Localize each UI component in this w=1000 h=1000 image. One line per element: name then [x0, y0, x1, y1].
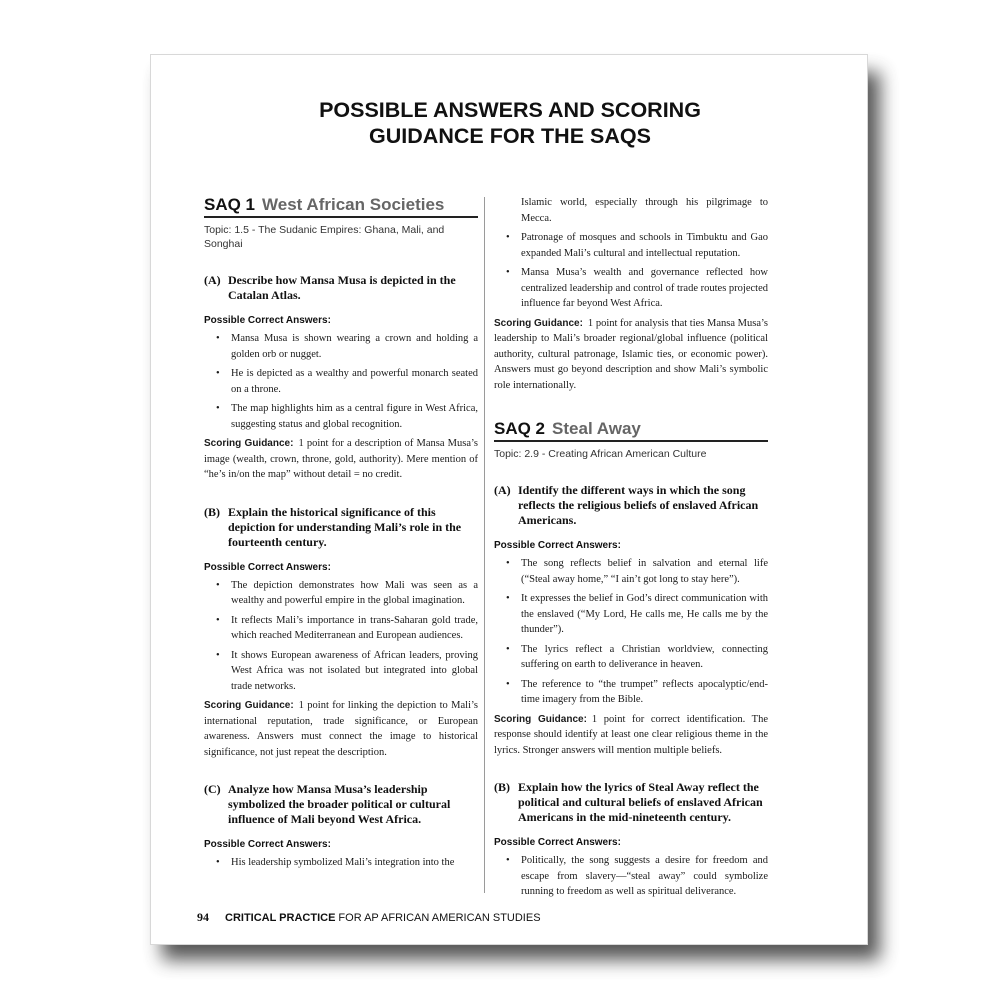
bullet: • [216, 649, 220, 661]
saq1-name: West African Societies [262, 195, 445, 214]
saq2-topic: Topic: 2.9 - Creating African American Culture [494, 448, 707, 460]
answer-text: It shows European awareness of African leaders, proving West Africa was not isolated but integrated into global trade networks. [231, 649, 478, 692]
answer-text: The depiction demonstrates how Mali was seen as a wealthy and powerful empire in the global imagination. [231, 579, 478, 606]
scoring-guidance-text: 1 point for correct identification. The response should identify at least one clear religious theme in the lyrics. Stronger answers will mention multiple beliefs. [494, 713, 768, 756]
answer-list [494, 853, 768, 900]
question-label: (A) [204, 273, 221, 287]
question-label: (A) [494, 483, 511, 497]
answer-text: He is depicted as a wealthy and powerful monarch seated on a throne. [231, 368, 478, 395]
question-label: (C) [204, 782, 221, 796]
possible-answers-heading: Possible Correct Answers: [494, 837, 621, 848]
scoring-guidance-text: 1 point for linking the depiction to Mali’s international reputation, trade significance, or European awareness. Answers must connect the image to historical significance, not just repeat the description. [204, 700, 478, 758]
answer-text: Politically, the song suggests a desire for freedom and escape from slavery—“steal away” could symbolize running to freedom as well as spiritual deliverance. [521, 855, 768, 897]
scoring-guidance [494, 712, 768, 759]
answer-list [494, 556, 768, 708]
answer-text: The reference to “the trumpet” reflects apocalyptic/end-time imagery from the Bible. [521, 678, 768, 705]
page-footer [197, 910, 541, 925]
list-item [506, 265, 768, 312]
list-item [216, 366, 478, 397]
possible-answers-heading: Possible Correct Answers: [494, 540, 621, 551]
list-item [506, 556, 768, 587]
list-item [216, 578, 478, 609]
bullet: • [216, 403, 220, 414]
list-item [216, 855, 478, 871]
answer-text: Patronage of mosques and schools in Timbuktu and Gao expanded Mali’s cultural and intellectual reputation. [521, 232, 768, 259]
saq2-question-a [494, 483, 768, 528]
scoring-guidance [204, 698, 478, 760]
list-item-continued [506, 195, 768, 226]
question-text: Analyze how Mansa Musa’s leadership symbolized the broader political or cultural influence of Mali beyond West Africa. [228, 782, 451, 826]
bullet: • [506, 267, 510, 278]
question-text: Explain the historical significance of this depiction for understanding Mali’s role in the fourteenth century. [228, 504, 462, 549]
page-title-line-2: GUIDANCE FOR THE SAQS [369, 124, 651, 148]
answer-list [204, 331, 478, 432]
scoring-guidance-text: 1 point for analysis that ties Mansa Musa’s leadership to Mali’s broader regional/global influence (political authority, cultural patronage, Islamic ties, or economic power). Answers must go beyond description and show Mali’s symbolic role internationally. [494, 317, 768, 391]
answer-text: His leadership symbolized Mali’s integration into the [231, 857, 455, 868]
question-text: Explain how the lyrics of Steal Away reflect the political and cultural beliefs of enslaved African Americans in the mid-nineteenth century. [518, 780, 763, 824]
bullet: • [506, 558, 510, 569]
list-item [506, 591, 768, 638]
answer-text: The lyrics reflect a Christian worldview, connecting suffering on earth to deliverance in heaven. [521, 643, 768, 670]
answer-text: It reflects Mali’s importance in trans-Saharan gold trade, which reached Mediterranean and European audiences. [231, 614, 478, 641]
page-title [151, 97, 869, 149]
bullet: • [506, 232, 510, 243]
bullet: • [506, 855, 510, 866]
answer-text: Mansa Musa’s wealth and governance reflected how centralized leadership and control of trade routes projected influence far beyond West Africa. [521, 267, 768, 309]
list-item [506, 230, 768, 261]
saq2-question-b [494, 780, 768, 825]
scoring-guidance-text: 1 point for a description of Mansa Musa’s image (wealth, crown, throne, gold, authority). Mere mention of “he’s in/on the map” without detail = no credit. [204, 438, 478, 480]
list-item [506, 677, 768, 708]
answer-text: The map highlights him as a central figure in West Africa, suggesting status and global recognition. [231, 403, 478, 430]
scoring-guidance-label: Scoring Guidance: [204, 700, 294, 711]
possible-answers-heading: Possible Correct Answers: [204, 839, 331, 850]
list-item [216, 401, 478, 432]
question-text: Describe how Mansa Musa is depicted in the Catalan Atlas. [228, 273, 456, 302]
bullet: • [216, 368, 220, 379]
saq1-question-b [204, 505, 478, 550]
scoring-guidance [204, 436, 478, 483]
question-label: (B) [494, 780, 510, 794]
bullet: • [506, 643, 510, 655]
list-item [216, 648, 478, 695]
bullet: • [506, 593, 510, 604]
list-item [506, 853, 768, 900]
list-item [216, 331, 478, 362]
question-text: Identify the different ways in which the song reflects the religious beliefs of enslaved African Americans. [518, 483, 759, 527]
possible-answers-heading: Possible Correct Answers: [204, 315, 331, 326]
column-divider [484, 197, 485, 893]
page-title-line-1: POSSIBLE ANSWERS AND SCORING [319, 98, 701, 122]
page-number: 94 [197, 910, 209, 924]
question-label: (B) [204, 504, 220, 519]
document-page [150, 54, 868, 945]
answer-list-continued [494, 195, 768, 312]
bullet: • [216, 614, 220, 626]
bullet: • [506, 678, 510, 690]
saq1-question-a [204, 273, 478, 303]
scoring-guidance-label: Scoring Guidance: [494, 317, 583, 329]
answer-text: Mansa Musa is shown wearing a crown and holding a golden orb or nugget. [231, 333, 478, 360]
saq1-heading [204, 195, 478, 218]
saq1-topic: Topic: 1.5 - The Sudanic Empires: Ghana, Mali, and Songhai [204, 224, 445, 250]
list-item [216, 613, 478, 644]
bullet: • [216, 333, 220, 344]
answer-list [204, 578, 478, 695]
book-title-rest: FOR AP AFRICAN AMERICAN STUDIES [338, 912, 541, 924]
bullet: • [216, 857, 220, 868]
scoring-guidance [494, 316, 768, 394]
answer-text: Islamic world, especially through his pilgrimage to Mecca. [521, 197, 768, 224]
left-column [204, 195, 478, 875]
answer-list [204, 855, 478, 871]
scoring-guidance-label: Scoring Guidance: [204, 438, 294, 449]
bullet: • [216, 579, 220, 591]
right-column [494, 195, 768, 904]
saq2-number: SAQ 2 [494, 419, 546, 438]
saq2-name: Steal Away [552, 419, 641, 438]
answer-text: The song reflects belief in salvation and eternal life (“Steal away home,” “I ain’t got long to stay here”). [521, 558, 768, 585]
scoring-guidance-label: Scoring Guidance: [494, 713, 587, 725]
saq1-number: SAQ 1 [204, 195, 256, 214]
possible-answers-heading: Possible Correct Answers: [204, 561, 331, 573]
book-title-bold: CRITICAL PRACTICE [225, 912, 336, 924]
list-item [506, 642, 768, 673]
answer-text: It expresses the belief in God’s direct communication with the enslaved (“My Lord, He calls me, He calls me by the thunder”). [521, 593, 768, 635]
saq2-heading [494, 419, 768, 442]
saq1-question-c [204, 782, 478, 827]
